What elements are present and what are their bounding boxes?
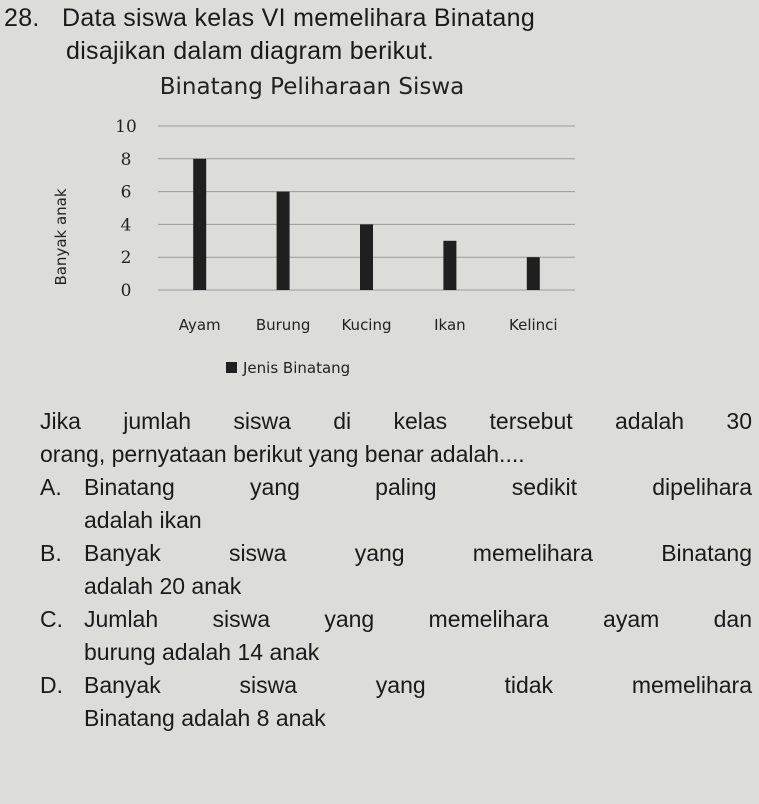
- chart-legend: [226, 359, 350, 377]
- x-category-label: Kucing: [341, 316, 392, 334]
- bar-burung: [277, 192, 290, 290]
- y-tick-label: 4: [120, 215, 132, 236]
- y-tick-label: 8: [120, 149, 132, 170]
- option-a-letter: A.: [40, 474, 62, 500]
- option-a[interactable]: [40, 471, 752, 537]
- question-stem-line2: orang, pernyataan berikut yang benar adalah....: [40, 441, 525, 467]
- question-body: [40, 405, 752, 735]
- x-category-label: Burung: [255, 316, 311, 334]
- option-c[interactable]: [40, 603, 752, 669]
- y-tick-label: 0: [120, 281, 132, 301]
- bar-ikan: [443, 241, 456, 290]
- x-axis-categories: [179, 316, 558, 334]
- chart-title: Binatang Peliharaan Siswa: [159, 74, 465, 100]
- option-a-line1: Binatang yang paling sedikit dipelihara: [84, 474, 752, 500]
- legend-swatch: [226, 362, 237, 373]
- bar-kucing: [360, 224, 373, 290]
- question-intro-line1: Data siswa kelas VI memelihara Binatang: [62, 4, 536, 32]
- option-d[interactable]: [40, 669, 752, 735]
- question-number: 28.: [4, 4, 40, 32]
- option-b-line1: Banyak siswa yang memelihara Binatang: [84, 540, 752, 566]
- option-d-letter: D.: [40, 672, 63, 698]
- option-d-line1: Banyak siswa yang tidak memelihara: [84, 672, 752, 698]
- option-b-letter: B.: [40, 540, 62, 566]
- y-tick-label: 2: [120, 248, 132, 269]
- y-axis-ticks: [115, 117, 137, 301]
- y-axis-label: Banyak anak: [52, 188, 70, 286]
- x-category-label: Ikan: [434, 316, 466, 334]
- bar-chart: [40, 62, 585, 397]
- option-b[interactable]: [40, 537, 752, 603]
- question-intro-line2: disajikan dalam diagram berikut.: [66, 37, 435, 65]
- y-tick-label: 6: [120, 182, 132, 203]
- option-a-line2: adalah ikan: [84, 507, 202, 533]
- option-c-letter: C.: [40, 606, 63, 632]
- option-c-line2: burung adalah 14 anak: [84, 639, 320, 665]
- bar-kelinci: [527, 257, 540, 290]
- x-category-label: Kelinci: [509, 316, 558, 334]
- bar-ayam: [193, 159, 206, 290]
- y-tick-label: 10: [115, 117, 137, 137]
- option-d-line2: Binatang adalah 8 anak: [84, 705, 326, 731]
- option-c-line1: Jumlah siswa yang memelihara ayam dan: [84, 606, 752, 632]
- question-intro: [4, 2, 749, 68]
- question-stem-line1: Jika jumlah siswa di kelas tersebut adalah 30: [40, 408, 752, 434]
- x-category-label: Ayam: [178, 316, 221, 334]
- legend-label: Jenis Binatang: [243, 359, 351, 377]
- option-b-line2: adalah 20 anak: [84, 573, 242, 599]
